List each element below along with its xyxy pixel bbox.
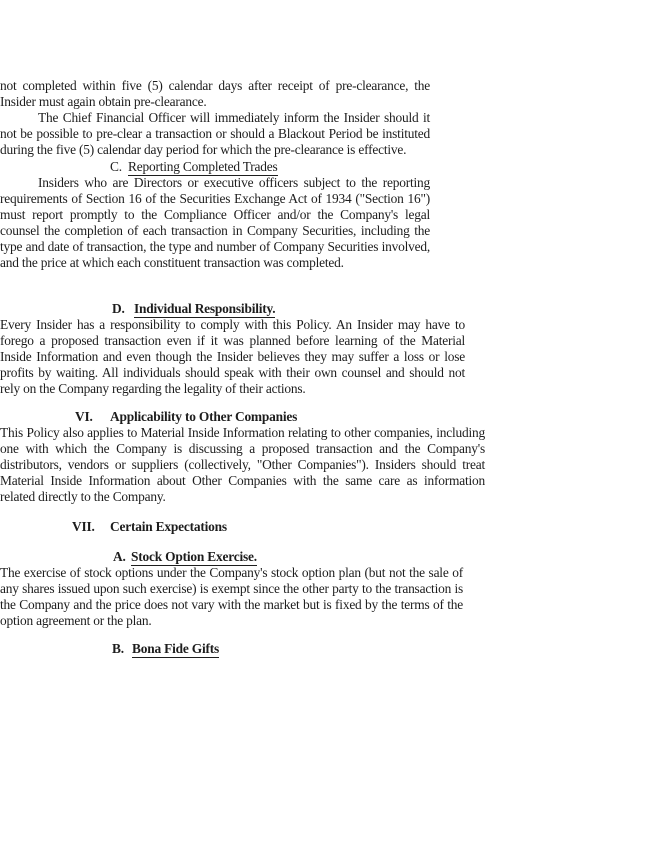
paragraph-stock-option-exercise: The exercise of stock options under the Company's stock option plan (but not the sale of any shares issued upon such exercise) is exempt since the other party to the transaction is the Company and the price does not vary with the market but is fixed by the terms of the option agreement or the plan. [0,565,463,628]
heading-d-label: D. [112,301,125,316]
heading-vii-label: VII. [72,519,95,534]
heading-b-title: Bona Fide Gifts [132,641,220,656]
heading-vii-title: Certain Expectations [110,519,227,534]
paragraph-individual-responsibility: Every Insider has a responsibility to comply with this Policy. An Insider may have to forego a proposed transaction even if it was planned before learning of the Material Inside Information and even though the Insider believes they may suffer a loss or lose profits by waiting. All individuals should speak with their own counsel and should not rely on the Company regarding the legality of their actions. [0,317,465,396]
heading-a-stock-option-exercise [113,549,670,565]
heading-vi-label: VI. [75,409,93,424]
heading-vi-applicability-other-companies [75,409,670,425]
heading-a-title: Stock Option Exercise. [131,549,257,564]
heading-d-title: Individual Responsibility. [134,301,276,316]
heading-a-label: A. [113,549,126,564]
heading-c-title: Reporting Completed Trades [128,159,278,174]
heading-b-bona-fide-gifts [112,641,670,657]
heading-c-reporting-completed-trades [110,159,670,175]
heading-c-label: C. [110,159,122,174]
paragraph-other-companies: This Policy also applies to Material Inside Information relating to other companies, including one with which the Company is discussing a proposed transaction and the Company's distributors, vendors or suppliers (collectively, "Other Companies"). Insiders should treat Material Inside Information about Other Companies with the same care as information related directly to the Company. [0,425,485,504]
heading-vii-certain-expectations [72,519,670,535]
paragraph-cfo-notification: The Chief Financial Officer will immediately inform the Insider should it not be possible to pre-clear a transaction or should a Blackout Period be instituted during the five (5) calendar day period for which the pre-clearance is effective. [0,110,430,157]
heading-d-individual-responsibility [112,301,670,317]
paragraph-reporting-trades: Insiders who are Directors or executive officers subject to the reporting requirements of Section 16 of the Securities Exchange Act of 1934 ("Section 16") must report promptly to the Compliance Officer and/or the Company's legal counsel the completion of each transaction in Company Securities, including the type and date of transaction, the type and number of Company Securities involved, and the price at which each constituent transaction was completed. [0,175,430,270]
paragraph-preclearance-continuation: not completed within five (5) calendar days after receipt of pre-clearance, the Insider must again obtain pre-clearance. [0,78,430,109]
heading-b-label: B. [112,641,124,656]
heading-vi-title: Applicability to Other Companies [110,409,298,424]
